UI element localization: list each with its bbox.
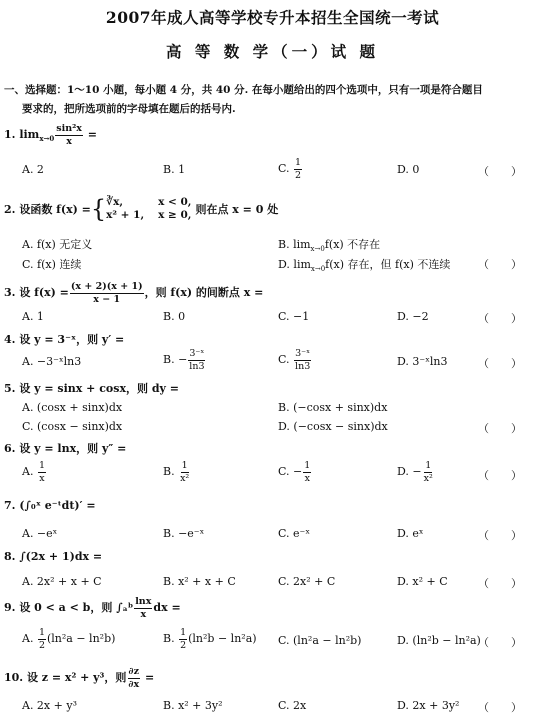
q4-option-c[interactable]: C. $\frac{\text{3⁻ˣ}}{\ln 3}$: [278, 348, 311, 372]
q1-option-c[interactable]: C. $\frac{1}{2}$: [278, 157, 302, 181]
q2-option-d[interactable]: D. $\lim_{x\to 0}f(x)$ 存在，但 f(x) 不连续: [278, 258, 451, 273]
exam-subtitle: 高 等 数 学（一）试 题: [165, 42, 380, 61]
q6-option-c[interactable]: C. − $\frac{1}{x}$: [278, 460, 311, 484]
q7-option-b[interactable]: B. −e⁻ˣ: [163, 527, 205, 540]
q2-option-b[interactable]: B. $\lim_{x\to 0}f(x)$ 不存在: [278, 238, 381, 253]
question-9: 9. 设 0 < a < b，则 ∫ₐᵇ $\frac{\ln x}{x}$ dx =: [4, 596, 181, 620]
q2-answer-parens: （ ）: [478, 258, 522, 271]
q8-option-d[interactable]: D. x² + C: [397, 575, 448, 588]
q5-option-a[interactable]: A. (cosx + sinx)dx: [22, 401, 123, 414]
exam-title: 2007年成人高等学校专升本招生全国统一考试: [105, 8, 440, 27]
q4-option-a[interactable]: A. −3⁻ˣln3: [22, 355, 82, 368]
section-instructions-line1: 一、选择题：1～10 小题，每小题 4 分，共 40 分. 在每小题给出的四个选项中，只有一项是符合题目: [4, 84, 483, 96]
q3-option-a[interactable]: A. 1: [22, 310, 44, 323]
q10-answer-parens: （ ）: [478, 701, 522, 714]
q1-option-b[interactable]: B. 1: [163, 163, 186, 176]
q8-option-c[interactable]: C. 2x² + C: [278, 575, 336, 588]
q4-option-d[interactable]: D. 3⁻ˣln3: [397, 355, 448, 368]
q9-option-a[interactable]: A. $\frac{1}{2}$ (ln²a − ln²b): [22, 627, 116, 651]
q3-option-b[interactable]: B. 0: [163, 310, 186, 323]
q3-option-d[interactable]: D. −2: [397, 310, 429, 323]
q6-option-a[interactable]: A. $\frac{1}{x}$: [22, 460, 45, 484]
q7-option-d[interactable]: D. eˣ: [397, 527, 424, 540]
question-4: 4. 设 y = 3⁻ˣ，则 y′ =: [4, 333, 125, 346]
q2-option-a[interactable]: A. f(x) 无定义: [22, 238, 93, 251]
q8-option-b[interactable]: B. x² + x + C: [163, 575, 236, 588]
q8-option-a[interactable]: A. 2x² + x + C: [22, 575, 102, 588]
question-1: 1. $\lim_{x\to 0}$ $\frac{\text{sin²x}}{x}$ =: [4, 123, 97, 147]
question-7: 7. (∫₀ˣ e⁻ᵗdt)′ =: [4, 499, 96, 512]
q5-answer-parens: （ ）: [478, 422, 522, 435]
q10-option-b[interactable]: B. x² + 3y²: [163, 699, 223, 712]
question-3: 3. 设 f(x) = $\frac{(x + 2)(x + 1)}{x - 1}$ ，则 f(x) 的间断点 x =: [4, 281, 264, 305]
q3-answer-parens: （ ）: [478, 312, 522, 325]
q5-option-b[interactable]: B. (−cosx + sinx)dx: [278, 401, 388, 414]
question-5: 5. 设 y = sinx + cosx，则 dy =: [4, 382, 179, 395]
question-8: 8. ∫(2x + 1)dx =: [4, 550, 103, 563]
q9-option-d[interactable]: D. (ln²b − ln²a): [397, 634, 481, 647]
q7-answer-parens: （ ）: [478, 529, 522, 542]
q7-option-a[interactable]: A. −eˣ: [22, 527, 58, 540]
q10-option-a[interactable]: A. 2x + y³: [22, 699, 77, 712]
q5-option-c[interactable]: C. (cosx − sinx)dx: [22, 420, 123, 433]
question-2: 2. 设函数 f(x) ={∛x, x² + 1,x < 0, x ≥ 0, 则在点 x = 0 处: [4, 195, 279, 223]
q3-option-c[interactable]: C. −1: [278, 310, 310, 323]
q9-option-c[interactable]: C. (ln²a − ln²b): [278, 634, 362, 647]
q2-option-c[interactable]: C. f(x) 连续: [22, 258, 82, 271]
q4-answer-parens: （ ）: [478, 357, 522, 370]
section-instructions-line2: 要求的，把所选项前的字母填在题后的括号内.: [22, 103, 236, 115]
question-10: 10. 设 z = x² + y³，则 $\frac{\partial z}{\partial x}$ =: [4, 666, 155, 690]
q9-answer-parens: （ ）: [478, 636, 522, 649]
q10-option-d[interactable]: D. 2x + 3y²: [397, 699, 460, 712]
q6-option-b[interactable]: B. $\frac{1}{\text{x²}}$: [163, 460, 190, 484]
q1-option-d[interactable]: D. 0: [397, 163, 420, 176]
question-6: 6. 设 y = lnx，则 y″ =: [4, 442, 127, 455]
q10-option-c[interactable]: C. 2x: [278, 699, 307, 712]
q8-answer-parens: （ ）: [478, 577, 522, 590]
q6-option-d[interactable]: D. − $\frac{1}{\text{x²}}$: [397, 460, 433, 484]
q7-option-c[interactable]: C. e⁻ˣ: [278, 527, 310, 540]
q5-option-d[interactable]: D. (−cosx − sinx)dx: [278, 420, 388, 433]
q1-answer-parens: （ ）: [478, 165, 522, 178]
q9-option-b[interactable]: B. $\frac{1}{2}$ (ln²b − ln²a): [163, 627, 257, 651]
q1-option-a[interactable]: A. 2: [22, 163, 44, 176]
q6-answer-parens: （ ）: [478, 469, 522, 482]
q4-option-b[interactable]: B. − $\frac{\text{3⁻ˣ}}{\ln 3}$: [163, 348, 205, 372]
